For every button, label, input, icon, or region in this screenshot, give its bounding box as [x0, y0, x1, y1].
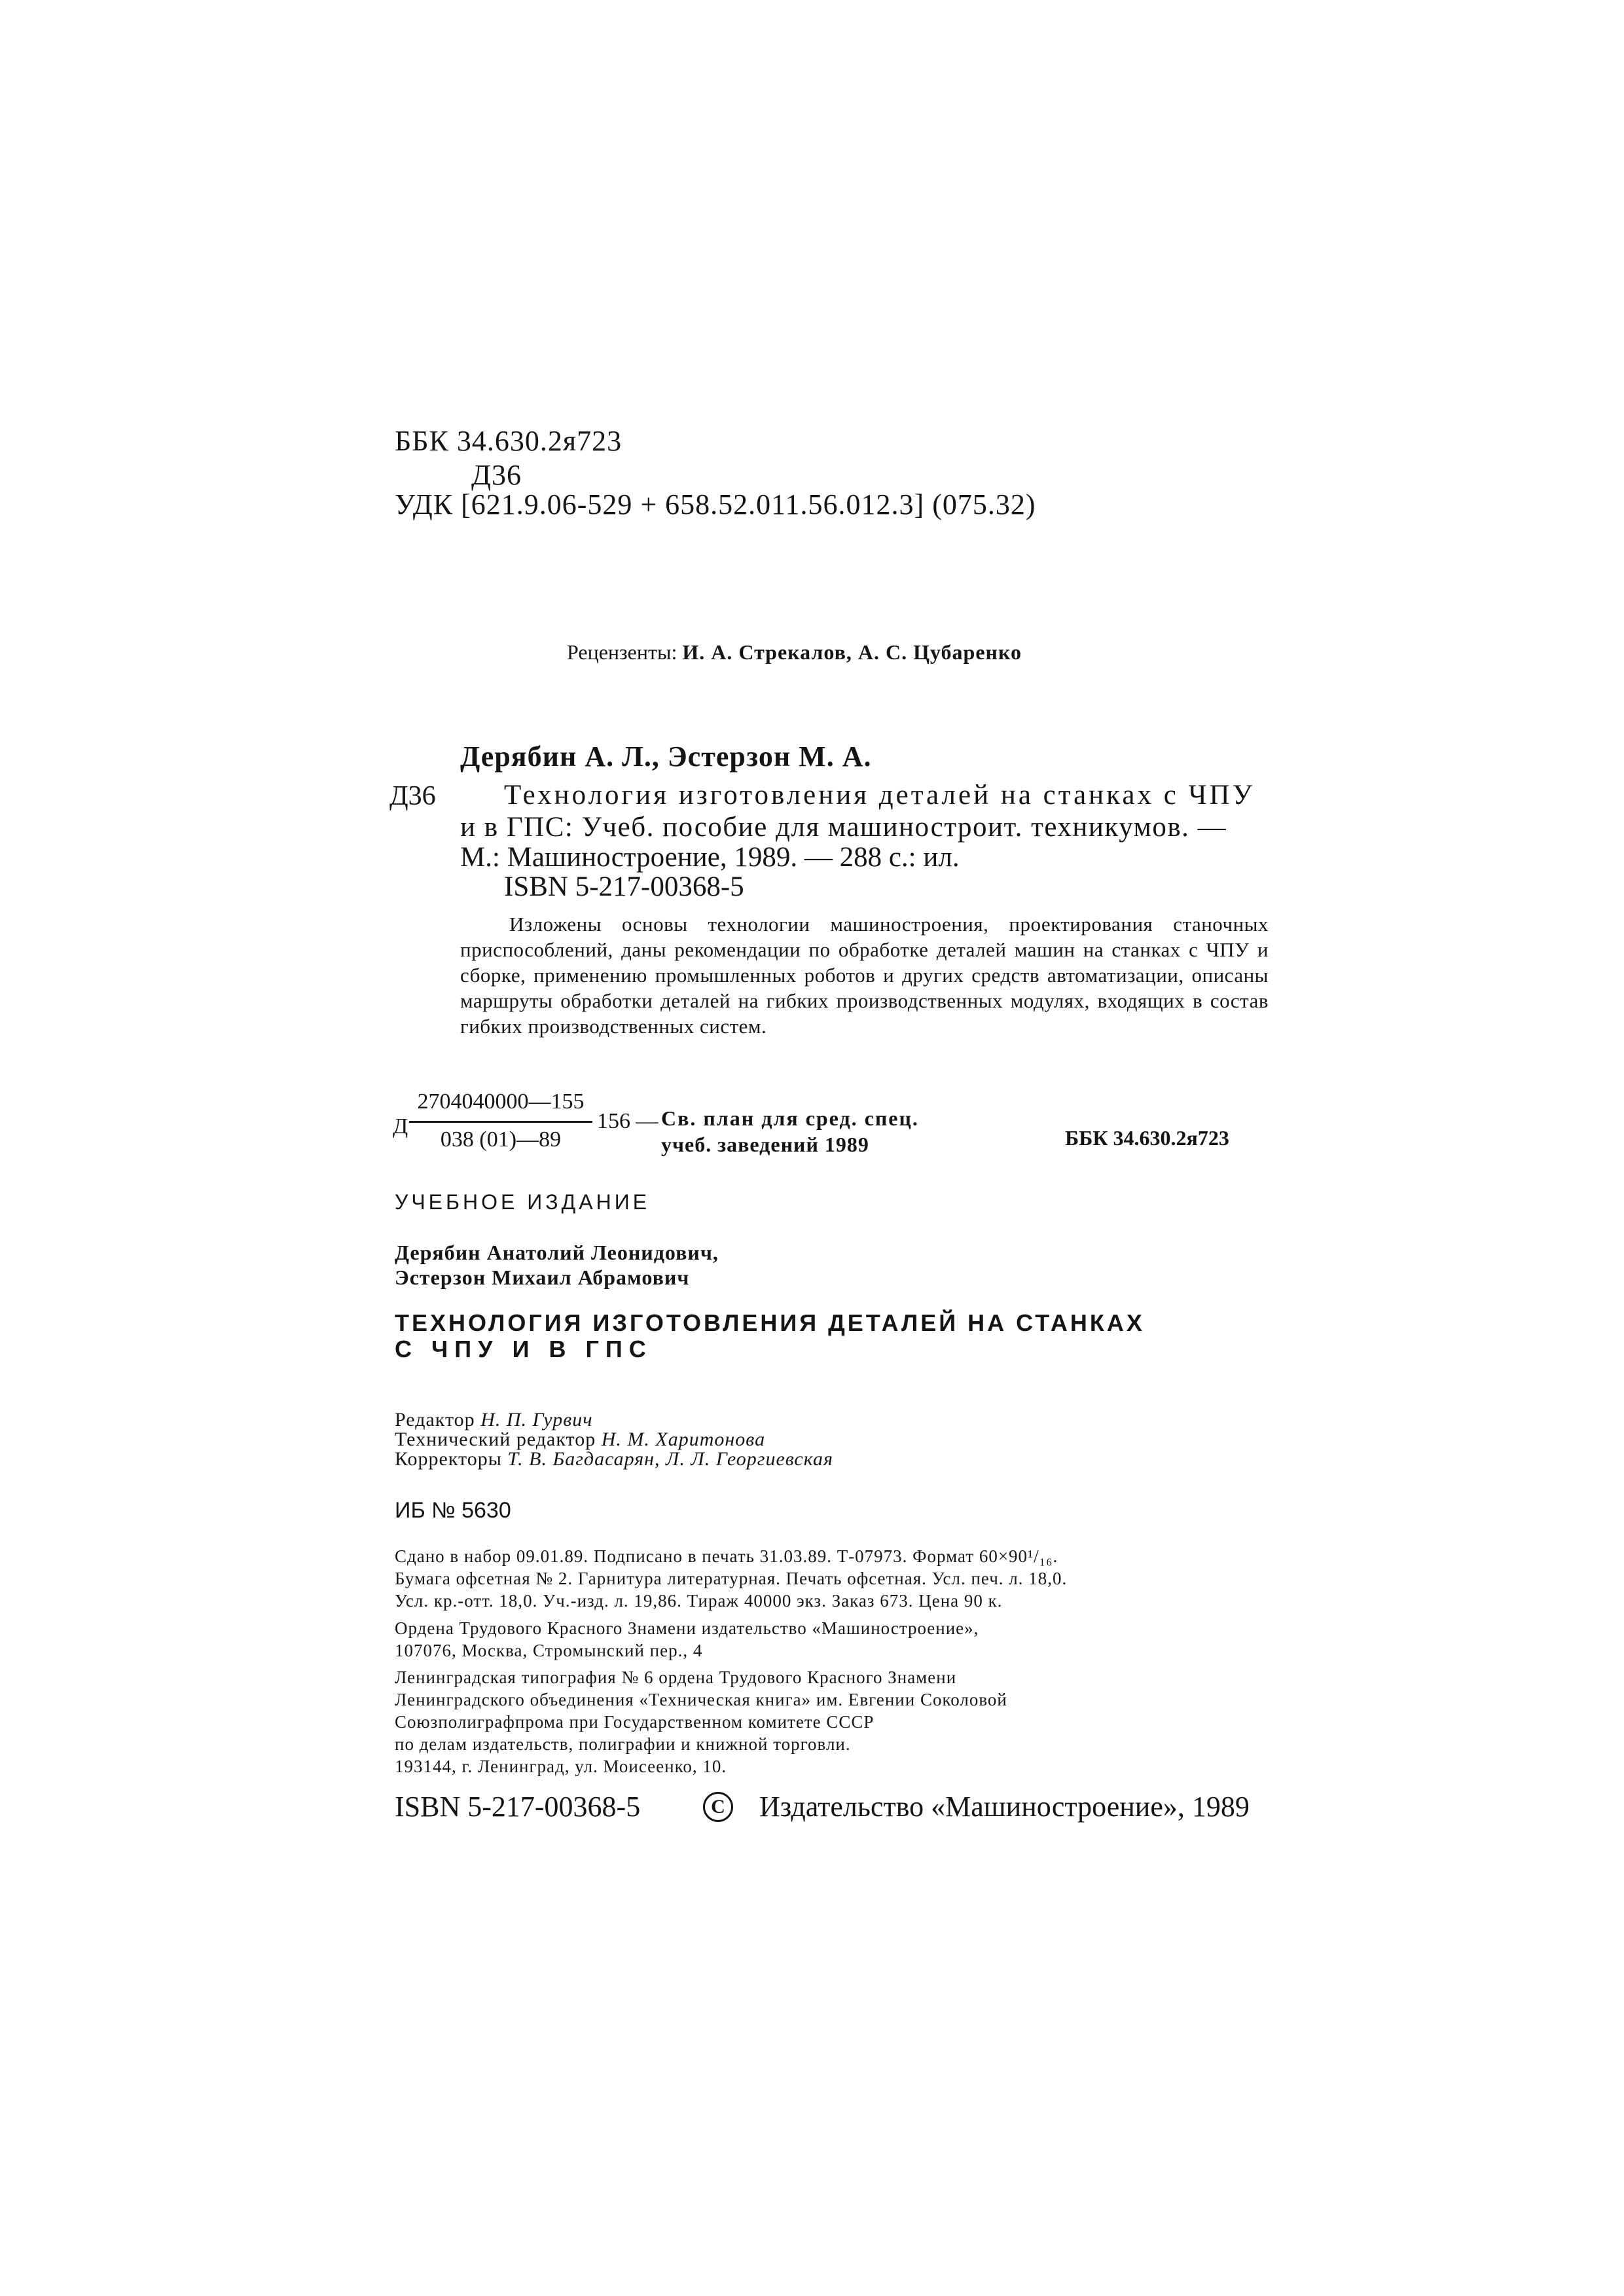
proofreaders-label: Корректоры: [395, 1448, 502, 1470]
udk-code: УДК [621.9.06-529 + 658.52.011.56.012.3] (075.32): [395, 488, 1036, 520]
reviewers-label: Рецензенты:: [567, 640, 677, 664]
catalog-prefix: Д: [393, 1114, 408, 1139]
entry-isbn: ISBN 5-217-00368-5: [504, 871, 744, 902]
author-mark: Д36: [471, 459, 522, 491]
printer-block: [395, 1666, 1007, 1777]
printer-line: по делам издательств, полиграфии и книжной торговли.: [395, 1734, 851, 1754]
ib-number: ИБ № 5630: [395, 1498, 511, 1523]
printer-line: Ленинградского объединения «Техническая книга» им. Евгении Соколовой: [395, 1690, 1007, 1709]
reviewers-names: И. А. Стрекалов, А. С. Цубаренко: [682, 640, 1022, 664]
tech-editor-label: Технический редактор: [395, 1429, 596, 1450]
edition-author2: Эстерзон Михаил Абрамович: [395, 1266, 690, 1289]
publisher-line: Ордена Трудового Красного Знамени издательство «Машиностроение»,: [395, 1618, 979, 1638]
catalog-plan-line2: учеб. заведений 1989: [661, 1133, 869, 1156]
catalog-bbk: ББК 34.630.2я723: [1065, 1126, 1229, 1150]
imprint-line: Бумага офсетная № 2. Гарнитура литературная. Печать офсетная. Усл. печ. л. 18,0.: [395, 1569, 1068, 1588]
publisher-block: [395, 1617, 979, 1662]
footer-publisher: Издательство «Машиностроение», 1989: [759, 1791, 1250, 1823]
annotation-text: Изложены основы технологии машиностроения, проектирования станочных приспособлений, даны рекомендации по обработке деталей машин на станках с ЧПУ и сборке, применению промышленных роботов и других средств автоматизации, описаны маршруты обработки деталей на гибких производственных модулях, входящих в состав гибких производственных систем.: [460, 913, 1269, 1038]
entry-code: Д36: [389, 781, 436, 811]
catalog-plan-line1: Св. план для сред. спец.: [661, 1106, 919, 1130]
printer-line: Союзполиграфпрома при Государственном комитете СССР: [395, 1712, 875, 1732]
edition-title-line1: ТЕХНОЛОГИЯ ИЗГОТОВЛЕНИЯ ДЕТАЛЕЙ НА СТАНКАХ: [395, 1309, 1145, 1336]
copyright-icon: C: [703, 1792, 733, 1822]
staff-editor: [395, 1409, 593, 1431]
reviewers-line: [567, 640, 1022, 665]
editor-label: Редактор: [395, 1409, 475, 1430]
edition-title-line2: С ЧПУ И В ГПС: [395, 1336, 653, 1362]
edition-type: УЧЕБНОЕ ИЗДАНИЕ: [395, 1190, 651, 1214]
proofreaders-names: Т. В. Багдасарян, Л. Л. Георгиевская: [507, 1448, 833, 1470]
imprint-line: Сдано в набор 09.01.89. Подписано в печать 31.03.89. Т-07973. Формат 60×90¹/₁₆.: [395, 1546, 1058, 1566]
imprint-line: Усл. кр.-отт. 18,0. Уч.-изд. л. 19,86. Тираж 40000 экз. Заказ 673. Цена 90 к.: [395, 1591, 1003, 1611]
staff-tech-editor: [395, 1429, 765, 1451]
edition-author1: Дерябин Анатолий Леонидович,: [395, 1241, 719, 1264]
catalog-fraction-bar: [409, 1121, 592, 1123]
bbk-code: ББК 34.630.2я723: [395, 425, 623, 457]
printer-line: 193144, г. Ленинград, ул. Моисеенко, 10.: [395, 1757, 727, 1776]
footer-isbn: ISBN 5-217-00368-5: [395, 1791, 641, 1823]
entry-annotation: [460, 911, 1269, 1039]
entry-title-line2: и в ГПС: Учеб. пособие для машиностроит. техникумов. —: [460, 812, 1227, 843]
catalog-numerator: 2704040000—155: [417, 1089, 585, 1114]
publisher-line: 107076, Москва, Стромынский пер., 4: [395, 1641, 703, 1660]
entry-authors: Дерябин А. Л., Эстерзон М. А.: [460, 740, 872, 773]
imprint-block: [395, 1545, 1067, 1612]
staff-proofreaders: [395, 1448, 833, 1470]
catalog-denominator: 038 (01)—89: [440, 1127, 562, 1152]
catalog-number: 156 —: [597, 1109, 659, 1133]
editor-name: Н. П. Гурвич: [480, 1409, 593, 1430]
entry-title-line1: Технология изготовления деталей на станках с ЧПУ: [504, 780, 1255, 811]
printer-line: Ленинградская типография № 6 ордена Трудового Красного Знамени: [395, 1667, 957, 1687]
tech-editor-name: Н. М. Харитонова: [601, 1429, 766, 1450]
entry-imprint-line: М.: Машиностроение, 1989. — 288 с.: ил.: [460, 842, 960, 873]
